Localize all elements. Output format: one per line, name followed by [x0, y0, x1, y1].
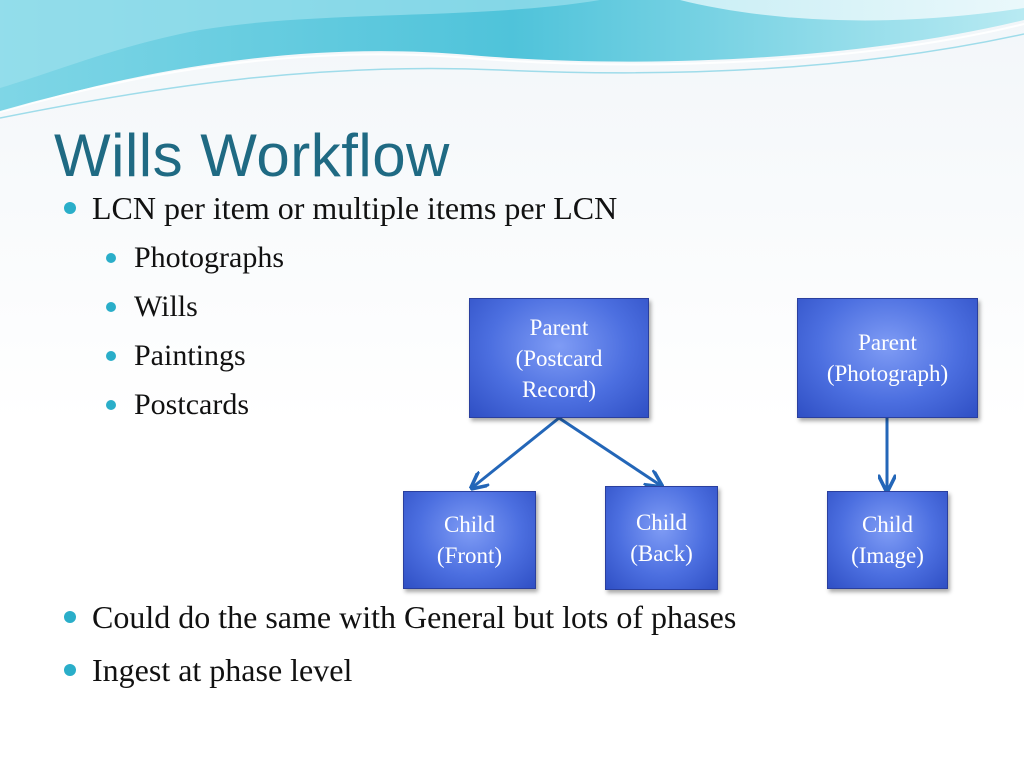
bullet-text: LCN per item or multiple items per LCN — [92, 190, 618, 226]
node-line: (Back) — [630, 541, 693, 566]
node-line: (Photograph) — [826, 361, 949, 386]
bullet-dot-icon — [106, 253, 116, 263]
node-line: (Front) — [436, 543, 503, 568]
bullet-text: Could do the same with General but lots of phases — [92, 599, 737, 635]
node-line: Child — [861, 512, 914, 537]
sub-bullet-text: Paintings — [134, 339, 246, 372]
slide-title: Wills Workflow — [54, 122, 450, 189]
sub-bullet-text: Wills — [134, 290, 198, 323]
node-line: (Image) — [851, 543, 924, 568]
sub-bullet-postcards — [106, 390, 249, 420]
bullet-text: Ingest at phase level — [92, 652, 353, 688]
node-parent-photograph — [797, 298, 978, 418]
bullet-dot-icon — [64, 664, 76, 676]
arrow-postcard-to-back — [559, 418, 660, 485]
bullet-dot-icon — [64, 611, 76, 623]
arrow-postcard-to-front — [473, 418, 559, 487]
bullet-dot-icon — [106, 351, 116, 361]
header-wave-decoration — [0, 0, 1024, 125]
bullet-general — [64, 601, 736, 633]
bullet-dot-icon — [106, 302, 116, 312]
sub-bullet-photographs — [106, 243, 284, 273]
sub-bullet-text: Postcards — [134, 388, 249, 421]
node-child-back — [605, 486, 718, 590]
node-line: (Postcard — [515, 345, 603, 371]
node-line: Child — [635, 510, 688, 535]
node-line: Parent — [529, 314, 589, 340]
node-child-front — [403, 491, 536, 589]
node-child-image — [827, 491, 948, 589]
bullet-dot-icon — [64, 202, 76, 214]
sub-bullet-paintings — [106, 341, 246, 371]
bullet-dot-icon — [106, 400, 116, 410]
node-parent-postcard — [469, 298, 649, 418]
sub-bullet-text: Photographs — [134, 241, 284, 274]
bullet-ingest — [64, 654, 352, 686]
sub-bullet-wills — [106, 292, 198, 322]
node-line: Child — [443, 512, 496, 537]
node-line: Parent — [858, 330, 917, 355]
node-line: Record) — [521, 376, 597, 402]
bullet-lcn — [64, 192, 617, 224]
